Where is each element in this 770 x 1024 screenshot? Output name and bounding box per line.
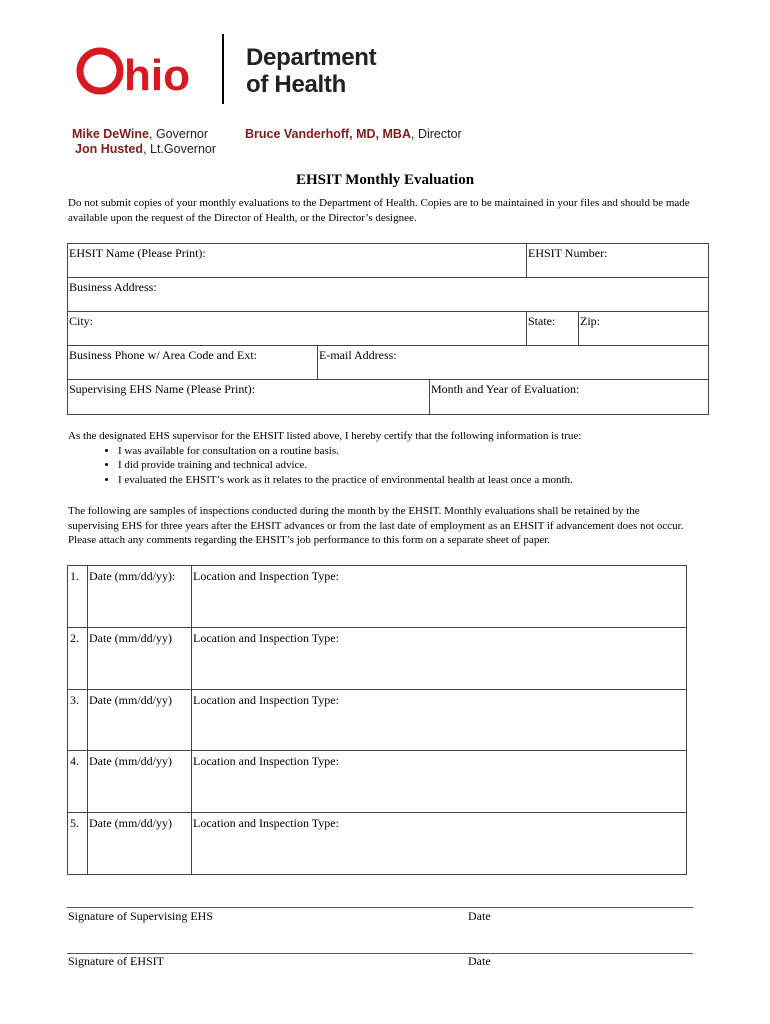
inspection-row-3[interactable] xyxy=(68,690,686,752)
zip-field[interactable] xyxy=(578,311,709,346)
inspection-location-label: Location and Inspection Type: xyxy=(193,569,339,583)
ehsit-date-label: Date xyxy=(468,954,491,968)
zip-label: Zip: xyxy=(580,314,600,328)
logo-divider xyxy=(222,34,224,104)
ehsit-name-field[interactable] xyxy=(67,243,527,278)
ehsit-number-field[interactable] xyxy=(526,243,709,278)
department-line-2: of Health xyxy=(246,71,346,98)
supervising-date-label: Date xyxy=(468,909,491,923)
business-address-field[interactable] xyxy=(67,277,709,312)
director-block xyxy=(245,127,462,142)
inspection-number: 1. xyxy=(70,569,79,583)
inspection-location-label: Location and Inspection Type: xyxy=(193,754,339,768)
inspection-date-label: Date (mm/dd/yy) xyxy=(89,754,172,768)
inspection-number: 3. xyxy=(70,693,79,707)
inspection-number: 5. xyxy=(70,816,79,830)
business-phone-label: Business Phone w/ Area Code and Ext: xyxy=(69,348,257,362)
department-line-1: Department xyxy=(246,44,377,71)
samples-text: The following are samples of inspections conducted during the month by the EHSIT. Monthly evaluations shall be retained by the supervising EHS for three years after the EHSIT advances or from the last date of employment as an EHSIT if advancement does not occur. Please attach any comments regarding the EHSIT’s job performance to this form on a separate sheet of paper. xyxy=(68,505,684,546)
certification-list xyxy=(68,444,708,488)
inspection-row-4[interactable] xyxy=(68,751,686,813)
certification-item: • I was available for consultation on a routine basis. xyxy=(118,444,708,459)
inspection-number: 4. xyxy=(70,754,79,768)
supervising-ehs-field[interactable] xyxy=(67,379,430,415)
inspection-row-2[interactable] xyxy=(68,628,686,690)
city-field[interactable] xyxy=(67,311,527,346)
ohio-logo xyxy=(74,38,210,98)
state-field[interactable] xyxy=(526,311,579,346)
city-label: City: xyxy=(69,314,94,328)
department-name xyxy=(246,44,376,98)
email-label: E-mail Address: xyxy=(319,348,397,362)
email-field[interactable] xyxy=(317,345,709,380)
inspection-row-1[interactable] xyxy=(68,566,686,628)
ehsit-signature-label: Signature of EHSIT xyxy=(68,954,164,968)
supervising-signature-line[interactable] xyxy=(67,907,693,908)
governor-name: Mike DeWine xyxy=(72,127,149,141)
inspection-row-5[interactable] xyxy=(68,813,686,875)
certification-item: • I evaluated the EHSIT’s work as it relates to the practice of environmental health at least once a month. xyxy=(118,473,708,488)
inspection-location-label: Location and Inspection Type: xyxy=(193,816,339,830)
info-table xyxy=(67,243,709,415)
form-title: EHSIT Monthly Evaluation xyxy=(295,172,475,188)
ohio-logo-mark xyxy=(74,38,210,98)
inspection-number: 2. xyxy=(70,631,79,645)
month-year-field[interactable] xyxy=(429,379,709,415)
inspection-date-label: Date (mm/dd/yy) xyxy=(89,816,172,830)
business-address-label: Business Address: xyxy=(69,280,157,294)
director-name: Bruce Vanderhoff, MD, MBA xyxy=(245,127,411,141)
state-label: State: xyxy=(528,314,556,328)
certification-intro: As the designated EHS supervisor for the EHSIT listed above, I hereby certify that the following information is true: xyxy=(68,430,582,442)
ehsit-number-label: EHSIT Number: xyxy=(528,246,608,260)
director-title: , Director xyxy=(411,127,462,141)
ehsit-name-label: EHSIT Name (Please Print): xyxy=(69,246,206,260)
lt-governor-name: Jon Husted xyxy=(75,142,144,156)
lt-governor-title: , Lt.Governor xyxy=(143,142,217,156)
inspection-location-label: Location and Inspection Type: xyxy=(193,631,339,645)
certification-section xyxy=(68,429,708,487)
inspection-location-label: Location and Inspection Type: xyxy=(193,693,339,707)
supervising-ehs-label: Supervising EHS Name (Please Print): xyxy=(69,382,255,396)
inspection-date-label: Date (mm/dd/yy) xyxy=(89,631,172,645)
inspection-date-label: Date (mm/dd/yy) xyxy=(89,693,172,707)
governor-block xyxy=(72,127,216,157)
governor-title: , Governor xyxy=(149,127,209,141)
inspection-date-label: Date (mm/dd/yy): xyxy=(89,569,176,583)
inspection-table xyxy=(67,565,687,875)
certification-item: • I did provide training and technical advice. xyxy=(118,458,708,473)
ohio-logo-lettering: hio xyxy=(124,51,190,98)
month-year-label: Month and Year of Evaluation: xyxy=(431,382,580,396)
business-phone-field[interactable] xyxy=(67,345,318,380)
supervising-signature-label: Signature of Supervising EHS xyxy=(68,909,213,923)
intro-text: Do not submit copies of your monthly evaluations to the Department of Health. Copies are to be maintained in your files and should be made available upon the request of the Director of Health, or the Director’s designee. xyxy=(68,197,690,224)
